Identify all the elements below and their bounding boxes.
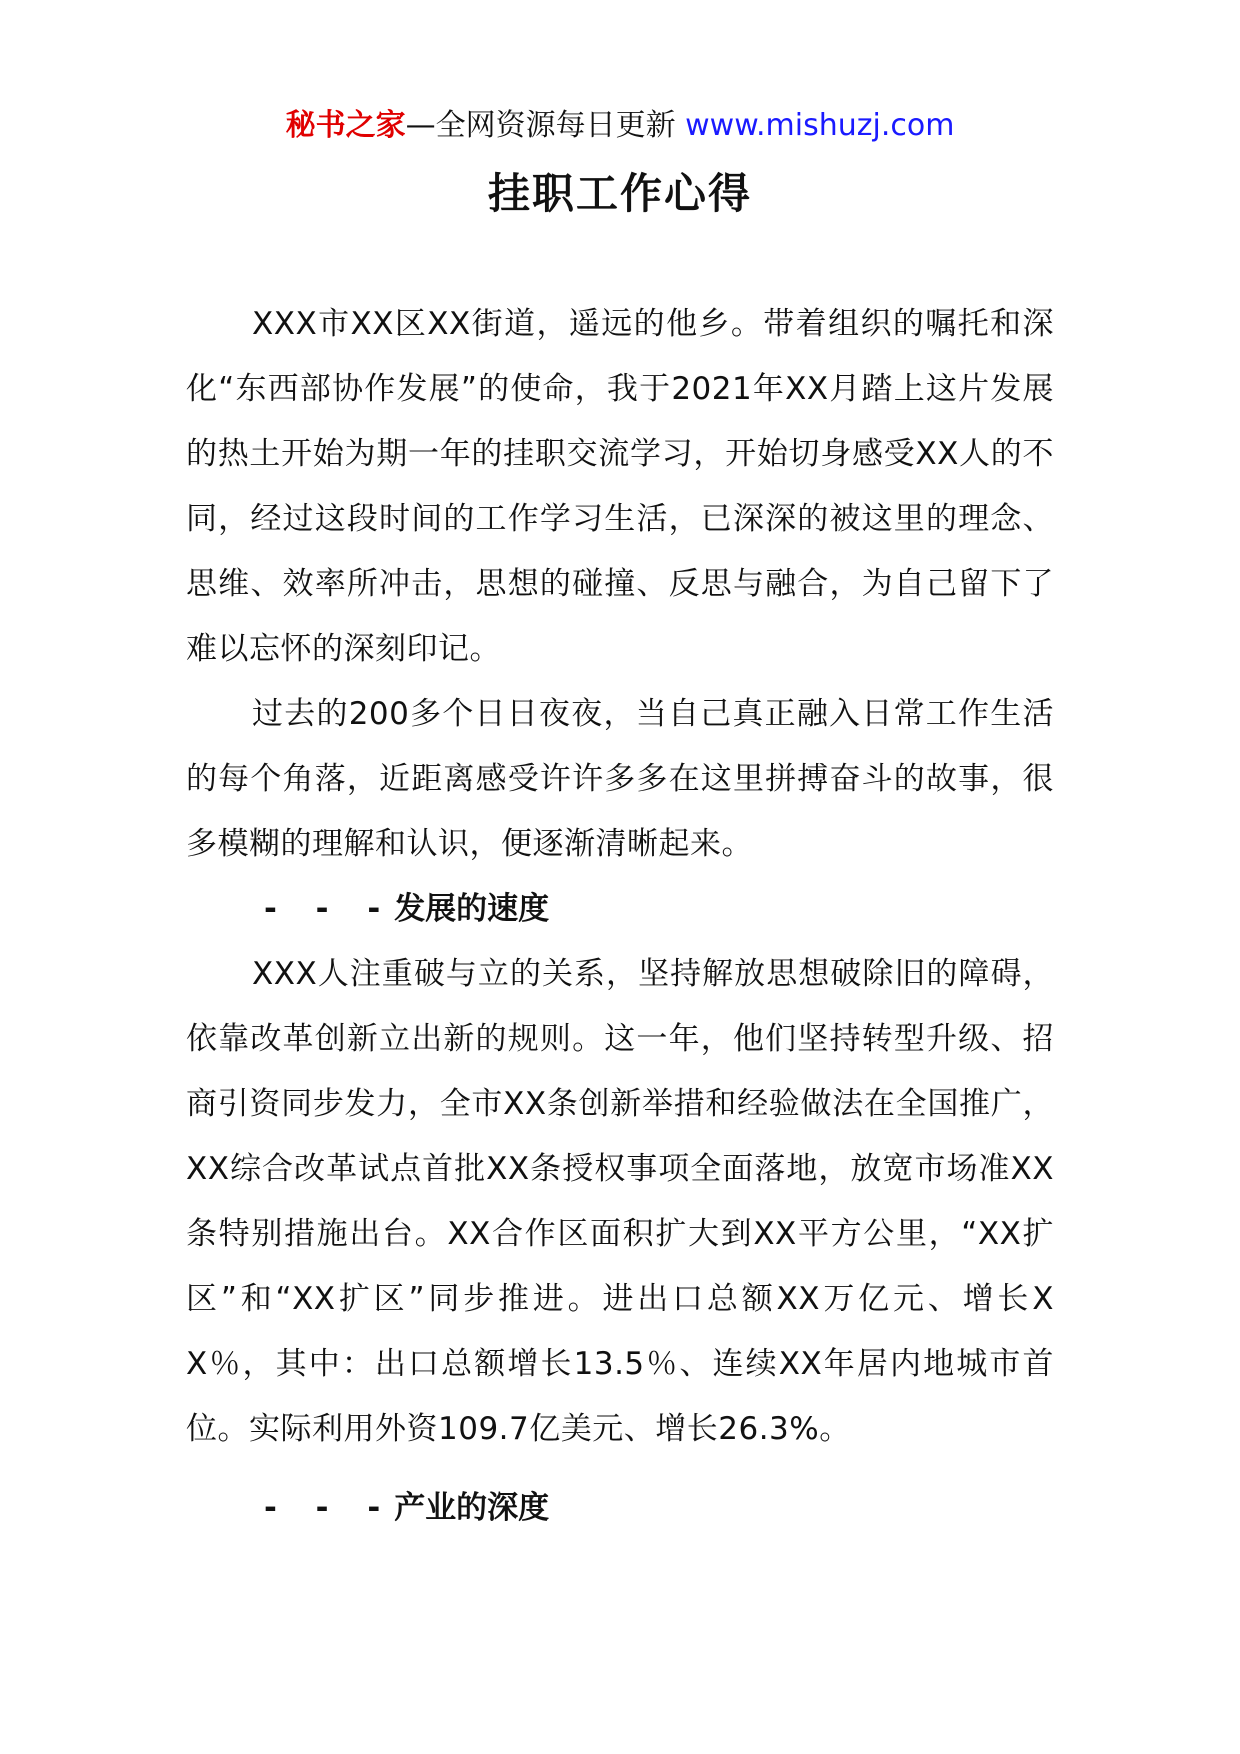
site-header	[0, 104, 1240, 148]
heading-text: 产业的深度	[394, 1490, 550, 1526]
paragraph-speed: XXX人注重破与立的关系，坚持解放思想破除旧的障碍，依靠改革创新立出新的规则。这一年，他们坚持转型升级、招商引资同步发力，全市XX条创新举措和经验做法在全国推广，XX综合改革试点首批XX条授权事项全面落地，放宽市场准XX条特别措施出台。XX合作区面积扩大到XX平方公里，“XX扩区”和“XX扩区”同步推进。进出口总额XX万亿元、增长XX％，其中：出口总额增长13.5％、连续XX年居内地城市首位。实际利用外资109.7亿美元、增长26.3%。	[186, 956, 1054, 1447]
document-body	[186, 292, 1054, 1541]
site-url-link[interactable]: www.mishuzj.com	[685, 108, 955, 143]
paragraph-intro: XXX市XX区XX街道，遥远的他乡。带着组织的嘱托和深化“东西部协作发展”的使命，我于2021年XX月踏上这片发展的热土开始为期一年的挂职交流学习，开始切身感受XX人的不同，经过这段时间的工作学习生活，已深深的被这里的理念、思维、效率所冲击，思想的碰撞、反思与融合，为自己留下了难以忘怀的深刻印记。	[186, 306, 1054, 667]
paragraph-reflection: 过去的200多个日日夜夜，当自己真正融入日常工作生活的每个角落，近距离感受许许多多在这里拼搏奋斗的故事，很多模糊的理解和认识，便逐渐清晰起来。	[186, 696, 1054, 862]
section-heading-depth	[186, 1476, 1054, 1541]
section-heading-speed	[186, 877, 1054, 942]
heading-dashes: - - -	[264, 891, 395, 927]
brand-name: 秘书之家	[285, 108, 406, 143]
document-title: 挂职工作心得	[487, 169, 752, 218]
header-slogan: —全网资源每日更新	[405, 108, 676, 143]
heading-text: 发展的速度	[394, 891, 550, 927]
heading-dashes: - - -	[264, 1490, 395, 1526]
